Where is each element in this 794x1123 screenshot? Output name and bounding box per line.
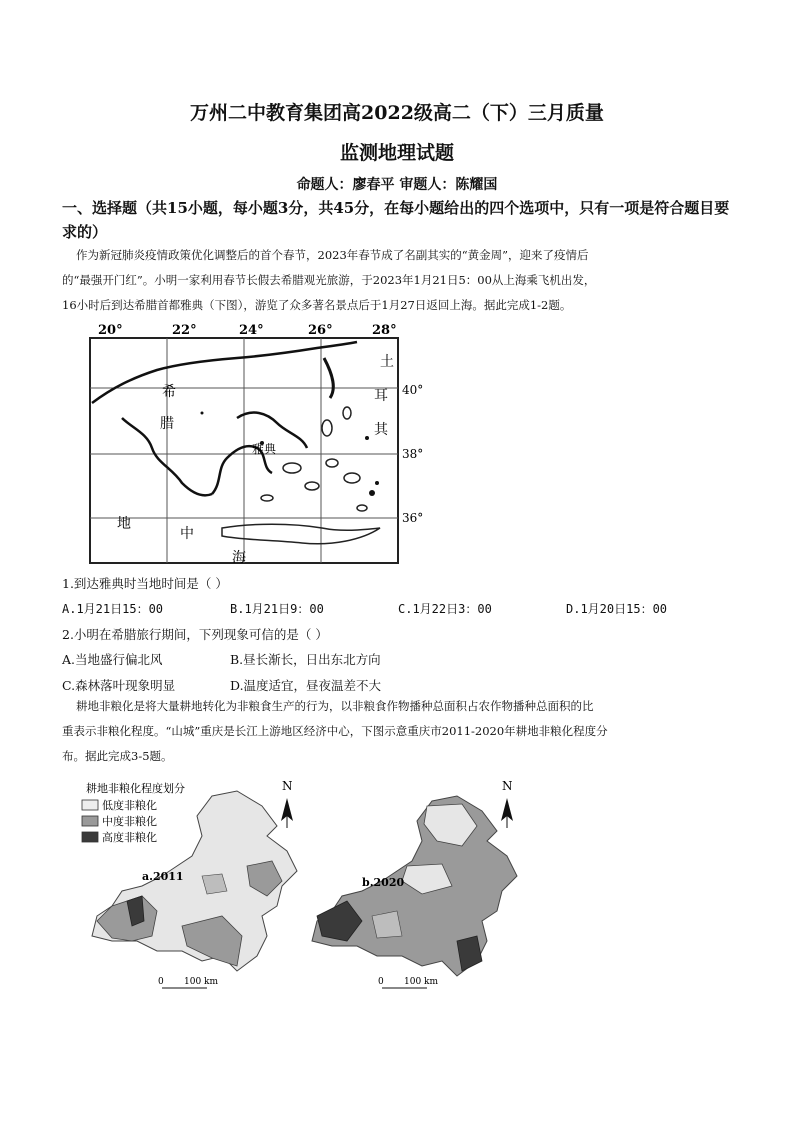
legend-label-medium: 中度非粮化 [102, 815, 157, 828]
q1-option-c[interactable]: C.1月22日3：00 [398, 602, 492, 616]
label-er: 耳 [374, 388, 388, 404]
map-2020 [312, 796, 517, 976]
label-di: 地 [117, 516, 131, 532]
legend-label-high: 高度非粮化 [102, 831, 157, 844]
q1-option-b[interactable]: B.1月21日9：00 [230, 602, 324, 616]
section1-title: 一、选择题（共15小题，每小题3分，共45分，在每小题给出的四个选项中，只有一项是符合题目要求的） [62, 199, 730, 241]
map-2011-label: a.2011 [142, 870, 184, 883]
passage1 [62, 243, 738, 318]
map-2020-label: b.2020 [362, 876, 405, 889]
lon-label-24: 24° [239, 323, 264, 338]
legend-title: 耕地非粮化程度划分 [86, 782, 185, 795]
q2-option-b[interactable]: B.昼长渐长，日出东北方向 [230, 652, 381, 667]
lon-label-28: 28° [372, 323, 397, 338]
passage1-line2: 的“最强开门红”。小明一家利用春节长假去希腊观光旅游，于2023年1月21日5：00从上海乘飞机出发， [62, 273, 596, 287]
passage1-line3: 16小时后到达希腊首都雅典（下图），游览了众多著名景点后于1月27日返回上海。据此完成1-2题。 [62, 298, 572, 312]
label-hai: 海 [232, 550, 246, 566]
legend-label-low: 低度非粮化 [102, 799, 157, 812]
lat-label-38: 38° [402, 447, 424, 461]
q2-option-c[interactable]: C.森林落叶现象明显 [62, 678, 176, 693]
q1-option-d[interactable]: D.1月20日15：00 [566, 602, 668, 616]
label-la: 腊 [160, 416, 174, 432]
lon-label-22: 22° [172, 323, 197, 338]
legend-swatch-medium [82, 816, 98, 826]
passage2 [62, 694, 738, 769]
chongqing-map-figure [62, 776, 562, 1006]
document-title-line2: 监测地理试题 [339, 142, 454, 164]
label-tu: 土 [380, 354, 394, 370]
document-title-line1: 万州二中教育集团高2022级高二（下）三月质量 [190, 102, 604, 124]
lat-label-40: 40° [402, 383, 424, 397]
label-xi: 希 [162, 384, 176, 400]
scale-zero-1: 0 [158, 977, 164, 987]
scale-zero-2: 0 [378, 977, 384, 987]
q1-stem: 1.到达雅典时当地时间是（ ） [62, 576, 228, 591]
north-arrow-icon [281, 798, 293, 828]
scale-text-1: 100 km [184, 977, 219, 987]
label-zhong: 中 [180, 526, 194, 542]
passage1-line1: 作为新冠肺炎疫情政策优化调整后的首个春节，2023年春节成了名副其实的“黄金周”，迎来了疫情后 [76, 248, 589, 262]
greece-map [62, 318, 442, 570]
legend-swatch-high [82, 832, 98, 842]
lon-label-20: 20° [98, 323, 123, 338]
label-qi: 其 [374, 422, 388, 438]
q2-option-d[interactable]: D.温度适宜，昼夜温差不大 [230, 678, 382, 693]
lat-label-36: 36° [402, 511, 424, 525]
label-athens: 雅典 [252, 442, 277, 456]
q2-option-a[interactable]: A.当地盛行偏北风 [62, 652, 163, 667]
north-label-1: N [282, 779, 293, 793]
north-arrow-icon [501, 798, 513, 828]
passage2-line2: 重表示非粮化程度。“山城”重庆是长江上游地区经济中心，下图示意重庆市2011-2020年耕地非粮化程度分 [62, 724, 608, 738]
q2-stem: 2.小明在希腊旅行期间，下列现象可信的是（ ） [62, 627, 328, 642]
legend-swatch-low [82, 800, 98, 810]
lon-label-26: 26° [308, 323, 333, 338]
north-label-2: N [502, 779, 513, 793]
scale-text-2: 100 km [404, 977, 439, 987]
q1-option-a[interactable]: A.1月21日15：00 [62, 602, 164, 616]
authors-line: 命题人：廖春平 审题人：陈耀国 [296, 177, 498, 193]
passage2-line3: 布。据此完成3-5题。 [62, 749, 173, 763]
passage2-line1: 耕地非粮化是将大量耕地转化为非粮食生产的行为，以非粮食作物播种总面积占农作物播种总面积的比 [76, 699, 594, 713]
